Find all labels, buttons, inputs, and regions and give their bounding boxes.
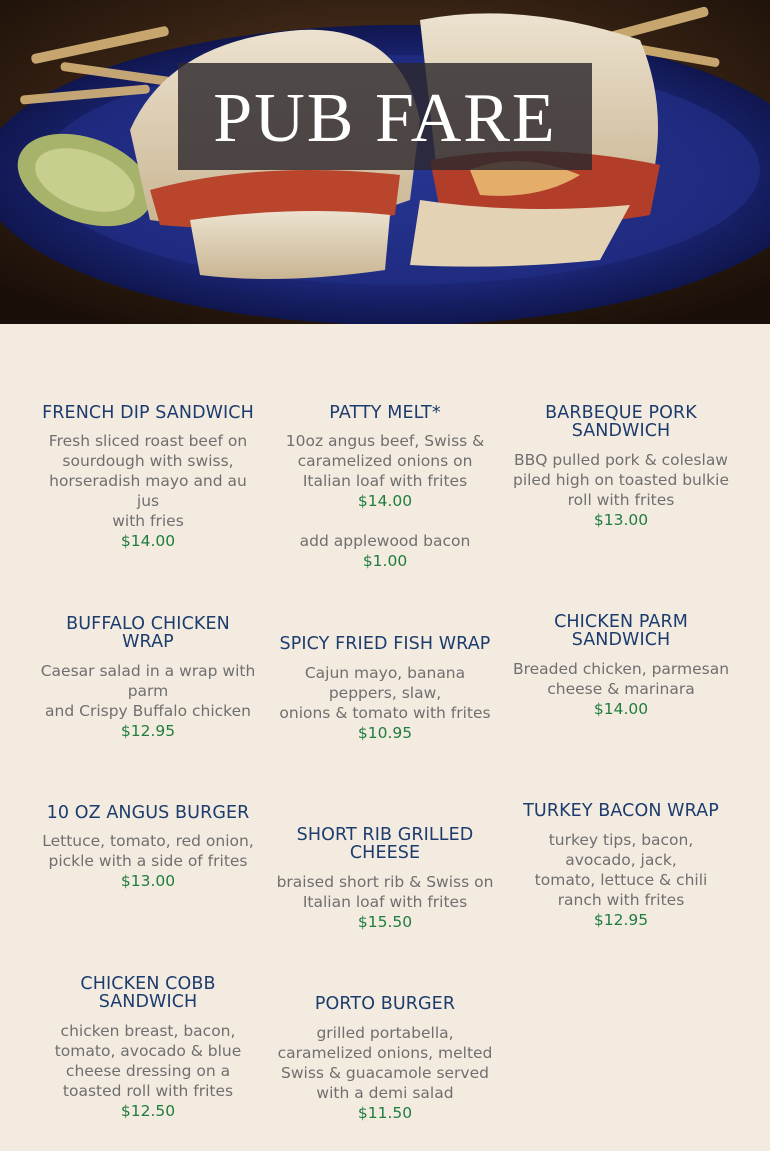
item-price: $12.95 [593, 911, 649, 929]
item-description: grilled portabella, caramelized onions, melted Swiss & guacamole served with a demi salad [277, 1024, 493, 1102]
menu-item-turkey-bacon-wrap [512, 802, 730, 930]
menu-item-bbq-pork [512, 404, 730, 530]
menu-item-patty-melt [276, 404, 494, 571]
item-description: Breaded chicken, parmesan cheese & marinara [512, 660, 730, 698]
menu-item-angus-burger [39, 804, 257, 891]
item-price: $14.00 [593, 700, 649, 718]
item-name: BUFFALO CHICKEN WRAP [66, 614, 230, 652]
item-description: turkey tips, bacon, avocado, jack, tomato, lettuce & chili ranch with frites [534, 831, 708, 909]
item-price: $12.50 [120, 1102, 176, 1120]
menu-item-porto-burger [276, 995, 494, 1123]
item-addon-price: $1.00 [362, 552, 408, 570]
menu-item-buffalo-chicken-wrap [39, 615, 257, 741]
item-name: FRENCH DIP SANDWICH [42, 403, 254, 423]
item-name: PORTO BURGER [314, 994, 456, 1014]
item-price: $14.00 [357, 492, 413, 510]
item-price: $10.95 [357, 724, 413, 742]
item-description: Lettuce, tomato, red onion, pickle with a side of frites [42, 832, 254, 870]
item-name: TURKEY BACON WRAP [523, 801, 719, 821]
item-addon: add applewood bacon [299, 532, 471, 550]
menu-item-chicken-cobb [39, 975, 257, 1121]
item-description: BBQ pulled pork & coleslaw piled high on toasted bulkie roll with frites [512, 451, 729, 509]
item-description: Caesar salad in a wrap with parm and Crispy Buffalo chicken [40, 662, 256, 720]
item-name: BARBEQUE PORK SANDWICH [545, 403, 697, 441]
item-price: $12.95 [120, 722, 176, 740]
menu-item-spicy-fish-wrap [276, 635, 494, 743]
item-price: $13.00 [120, 872, 176, 890]
item-description: chicken breast, bacon, tomato, avocado & blue cheese dressing on a toasted roll with frites [54, 1022, 242, 1100]
item-name: SPICY FRIED FISH WRAP [279, 634, 491, 654]
item-price: $15.50 [357, 913, 413, 931]
item-description: 10oz angus beef, Swiss & caramelized onions on Italian loaf with frites [285, 432, 485, 490]
item-price: $14.00 [120, 532, 176, 550]
item-price: $11.50 [357, 1104, 413, 1122]
page-title: PUB FARE [213, 79, 557, 157]
item-description: braised short rib & Swiss on Italian loaf with frites [276, 873, 494, 911]
item-name: 10 OZ ANGUS BURGER [46, 803, 250, 823]
menu-item-chicken-parm [512, 613, 730, 719]
item-name: SHORT RIB GRILLED CHEESE [296, 825, 474, 863]
item-name: CHICKEN PARM SANDWICH [554, 612, 688, 650]
item-name: CHICKEN COBB SANDWICH [80, 974, 216, 1012]
hero-image [0, 0, 770, 324]
menu-item-french-dip [39, 404, 257, 551]
title-banner [178, 63, 592, 170]
item-name: PATTY MELT* [329, 403, 441, 423]
item-description: Cajun mayo, banana peppers, slaw, onions & tomato with frites [279, 664, 491, 722]
item-price: $13.00 [593, 511, 649, 529]
item-description: Fresh sliced roast beef on sourdough with swiss, horseradish mayo and au jus with fries [48, 432, 248, 530]
menu-item-short-rib-grilled-cheese [276, 826, 494, 932]
